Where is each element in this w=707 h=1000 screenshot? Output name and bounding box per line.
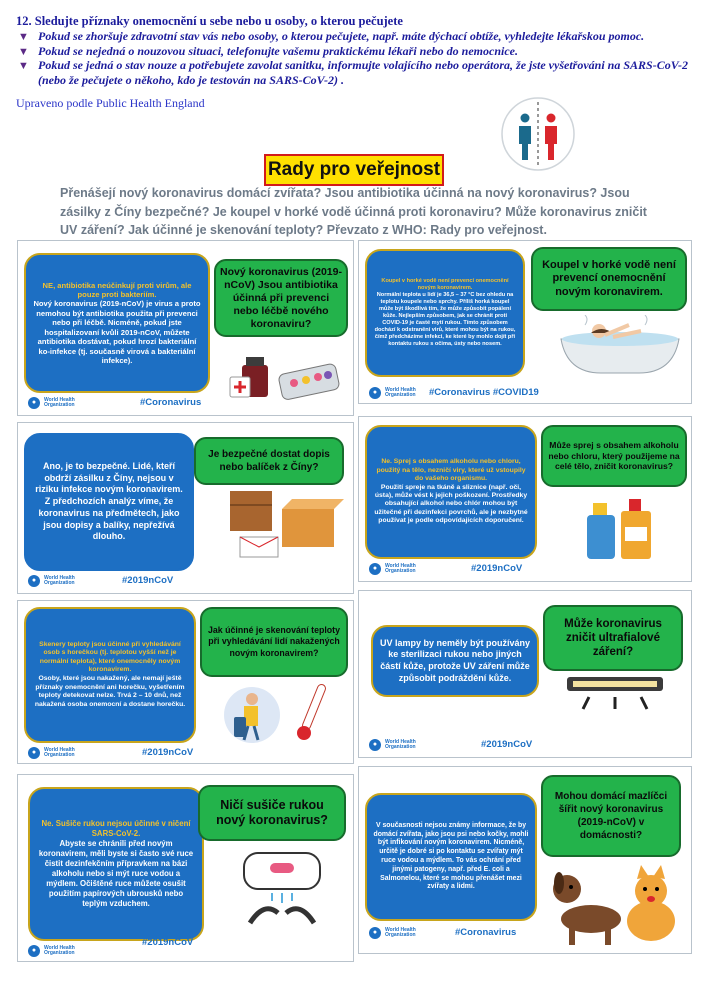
question-bubble: Může koronavirus zničit ultrafialové záření? xyxy=(543,605,683,671)
hashtag: #Coronavirus xyxy=(455,927,517,938)
answer-body: Ano, je to bezpečné. Lidé, kteří obdrží zásilku z Číny, nejsou v riziku infekce novým koronavirem. Z předchozích analýz víme, že koronavirus na předmětech, jako jsou dopisy a balíky, nepřežívá dlouho. xyxy=(35,460,183,542)
question-bubble: Nový koronavirus (2019-nCoV) Jsou antibiotika účinná při prevenci nebo léčbě nového koronaviru? xyxy=(214,259,348,337)
disinfectant-bottles-icon xyxy=(581,493,661,561)
answer-bubble xyxy=(24,607,196,743)
pills-icon xyxy=(228,345,344,401)
arrow-bullet-icon: ▼ xyxy=(18,31,29,43)
answer-bubble xyxy=(365,249,525,377)
card-hand-dryer xyxy=(17,774,354,962)
who-label: World Health Organization xyxy=(385,738,416,750)
question-bubble: Mohou domácí mazlíčci šířit nový koronavirus (2019-nCoV) v domácnosti? xyxy=(541,775,681,857)
hashtag: #2019nCoV xyxy=(471,563,523,574)
globe-icon: ● xyxy=(369,739,381,751)
globe-icon: ● xyxy=(28,397,40,409)
source-note: Upraveno podle Public Health England xyxy=(16,96,205,110)
poster-title: Rady pro veřejnost xyxy=(264,154,444,186)
answer-highlight: Skenery teploty jsou účinné při vyhledávání osob s horečkou (tj. teplotou vyšší než je normální teplota), které onemocněly novým koronavirem. xyxy=(39,640,181,674)
instructions-section xyxy=(16,14,696,87)
bathtub-icon xyxy=(555,315,685,381)
answer-bubble xyxy=(365,425,537,559)
hashtag: #2019nCoV xyxy=(481,739,533,750)
question-bubble: Může sprej s obsahem alkoholu nebo chloru, který použijeme na celé tělo, zničit koronavirus? xyxy=(541,425,687,487)
hashtag: #2019nCoV xyxy=(142,937,194,948)
instruction-item: ▼ Pokud se jedná o stav nouze a potřebujete zavolat sanitku, informujte volajícího nebo operátora, že jste vyšetřováni na SARS-CoV-2 (nebo že pečujete o někoho, kdo je testován na SARS-CoV-2) . xyxy=(18,58,689,87)
dog-and-cat-icon xyxy=(547,861,687,949)
who-logo xyxy=(28,397,75,409)
answer-bubble xyxy=(24,433,194,571)
question-bubble: Ničí sušiče rukou nový koronavirus? xyxy=(198,785,346,841)
answer-highlight: Ne. Sprej s obsahem alkoholu nebo chloru, použitý na tělo, nezničí viry, které už vstoupily do vašeho organismu. xyxy=(376,458,526,483)
card-pets xyxy=(358,766,692,954)
answer-bubble xyxy=(365,793,537,921)
who-label: World Health Organization xyxy=(44,746,75,758)
globe-icon: ● xyxy=(369,387,381,399)
card-temperature-scanner xyxy=(17,600,354,764)
who-logo xyxy=(28,575,75,587)
globe-icon: ● xyxy=(28,945,40,957)
card-uv-light xyxy=(358,590,692,758)
instruction-item: ▼ Pokud se zhoršuje zdravotní stav vás nebo osoby, o kterou pečujete, např. máte dýchací obtíže, vyhledejte lékařskou pomoc. xyxy=(18,29,645,43)
answer-body: Použití spreje na tkáně a sliznice (např. oči, ústa), může vést k jejich poškození. Prostředky obsahující alkohol nebo chlór mohou být užitečné při dezinfekci povrchů, ale je nezbytné používat je podle odpovídajících doporučení. xyxy=(374,483,528,525)
card-package xyxy=(17,422,354,594)
question-bubble: Koupel v horké vodě není prevencí onemocnění novým koronavirem. xyxy=(531,247,687,311)
answer-body: V současnosti nejsou známy informace, že by domácí zvířata, jako jsou psi nebo kočky, mohli být infikování novým koronavirem. Nicméně, určitě je dobré si po kontaktu se zvířaty mýt ruce vodou a mýdlem. To vás ochrání před jinými patogeny, např. před E. coli a Salmonelou, které se mohou přenášet mezi zvířaty a lidmi. xyxy=(373,821,529,891)
answer-highlight: Ne. Sušiče rukou nejsou účinné v ničení SARS-CoV-2. xyxy=(41,819,191,838)
who-label: World Health Organization xyxy=(385,926,416,938)
hand-dryer-icon xyxy=(236,849,328,931)
hashtag: #Coronavirus #COVID19 xyxy=(429,387,539,398)
hashtag: #Coronavirus xyxy=(140,397,202,408)
answer-bubble xyxy=(28,787,204,941)
globe-icon: ● xyxy=(28,747,40,759)
card-alcohol-spray xyxy=(358,416,692,582)
answer-bubble xyxy=(24,253,210,393)
card-hot-bath xyxy=(358,240,692,404)
poster-intro: Přenášejí nový koronavirus domácí zvířata? Jsou antibiotika účinná na nový koronavirus? Jsou zásilky z Číny bezpečné? Je koupel v horké vodě účinná proti koronaviru? Může koronavirus zničit UV záření? Jak účinné je skenování teploty? Převzato z WHO: Rady pro veřejnost. xyxy=(60,186,647,237)
arrow-bullet-icon: ▼ xyxy=(18,60,29,72)
globe-icon: ● xyxy=(369,927,381,939)
who-logo xyxy=(369,387,416,399)
answer-highlight: Koupel v horké vodě není prevencí onemocnění novým koronavirem. xyxy=(381,278,509,291)
who-logo xyxy=(28,747,75,759)
answer-bubble xyxy=(371,625,539,697)
answer-body: Nový koronavirus (2019-nCoV) je virus a proto nemohou být antibiotika použita při prevenci nebo při léčbě. Nicméně, pokud jste hospitalizovaní kvůli 2019-nCoV, můžete antibiotika dostávat, pokud hrozí bakteriální ko-infekce (tj. současně virová a bakteriální infekce). xyxy=(33,299,201,365)
answer-body: Normální teplota u lidí je 36,5 – 37 °C bez ohledu na teplotu koupele nebo sprchy. Příliš horká koupel může být škodlivá tím, že může způsobit popálení kůže. Nejlepším způsobem, jak se chránit proti COVID-19 je časté mytí rukou. Tímto způsobem dochází k odstranění virů, které mohou být na rukou, čímž předcházíme infekci, ke které by mohlo dojít při kontaktu rukou s očima, ústy nebo nosem. xyxy=(374,292,516,347)
uv-lamp-icon xyxy=(565,675,665,713)
arrow-bullet-icon: ▼ xyxy=(18,45,29,58)
answer-body: Abyste se chránili před novým koronavirem, měli byste si často své ruce čistit dezinfekčním přípravkem na bázi alkoholu nebo si mýt ruce vodou a mýdlem. Očištěné ruce můžete osušit použitím papírových ubrousků nebo teplým vzduchem. xyxy=(38,839,194,908)
globe-icon: ● xyxy=(369,563,381,575)
hashtag: #2019nCoV xyxy=(122,575,174,586)
section-heading: 12. Sledujte příznaky onemocnění u sebe nebo u osoby, o kterou pečujete xyxy=(16,14,403,28)
answer-body: Osoby, které jsou nakažený, ale nemají ještě příznaky onemocnění ani horečku, vyšetřením teploty detekovat nelze. Trvá 2 – 10 dnů, než nakažená osoba onemocní a dostane horečku. xyxy=(34,675,186,708)
social-distancing-icon xyxy=(500,96,576,172)
who-label: World Health Organization xyxy=(44,396,75,408)
card-antibiotics xyxy=(17,240,354,416)
who-logo xyxy=(369,739,416,751)
who-label: World Health Organization xyxy=(44,574,75,586)
who-logo xyxy=(28,945,75,957)
globe-icon: ● xyxy=(28,575,40,587)
thermometer-traveler-icon xyxy=(220,679,348,745)
question-bubble: Jak účinné je skenování teploty při vyhledávání lidí nakažených novým koronavirem? xyxy=(200,607,348,677)
who-label: World Health Organization xyxy=(385,386,416,398)
answer-body: UV lampy by neměly být používány ke sterilizaci rukou nebo jiných částí kůže, protože UV záření může způsobit podráždění kůže. xyxy=(379,637,531,683)
instruction-list xyxy=(16,29,696,87)
who-logo xyxy=(369,927,416,939)
question-bubble: Je bezpečné dostat dopis nebo balíček z Číny? xyxy=(194,437,344,485)
answer-highlight: NE, antibiotika neúčinkují proti virům, ale pouze proti bakteriím. xyxy=(42,280,192,300)
instruction-item: ▼ Pokud se nejedná o nouzovou situaci, telefonujte vašemu praktickému lékaři nebo do nemocnice. xyxy=(18,43,518,58)
who-label: World Health Organization xyxy=(44,944,75,956)
hashtag: #2019nCoV xyxy=(142,747,194,758)
who-label: World Health Organization xyxy=(385,562,416,574)
parcel-icon xyxy=(224,485,348,561)
who-logo xyxy=(369,563,416,575)
